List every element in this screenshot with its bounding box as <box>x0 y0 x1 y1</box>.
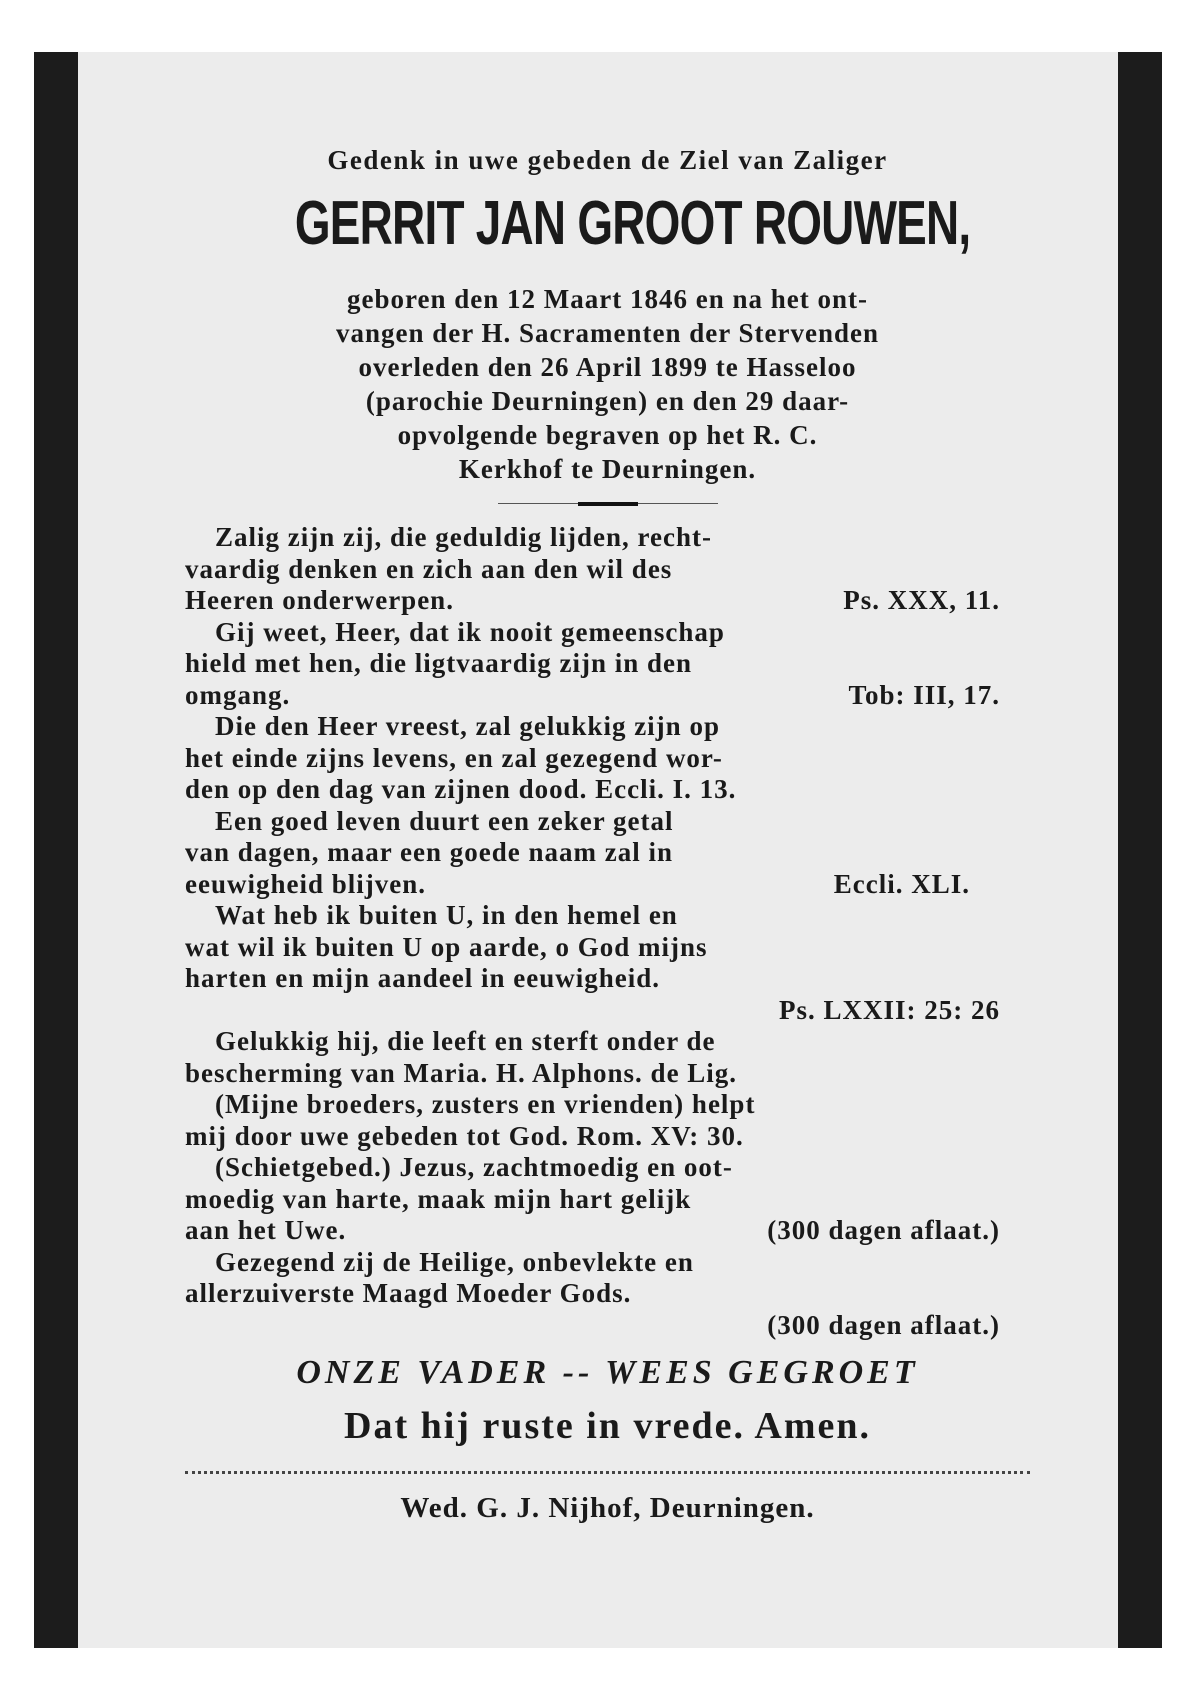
verse-line: mij door uwe gebeden tot God. <box>185 1120 569 1151</box>
mourning-border-right <box>1118 52 1162 1648</box>
verse-last-line <box>185 680 1030 712</box>
verse-line: Wat heb ik buiten U, in den hemel en <box>215 900 678 930</box>
verse-line: hield met hen, die ligtvaardig zijn in den <box>185 648 693 678</box>
verse-last-line <box>185 869 1030 901</box>
verse-last-line <box>185 1058 1030 1090</box>
verse-reference: Rom. XV: 30. <box>576 1120 744 1151</box>
closing-line: Dat hij ruste in vrede. Amen. <box>344 1405 871 1447</box>
verse-line: aan het Uwe. <box>185 1215 347 1245</box>
verse-line: Die den Heer vreest, zal gelukkig zijn op <box>215 711 720 741</box>
verse-line: allerzuiverste Maagd Moeder Gods. <box>185 1278 632 1308</box>
verse-line: Een goed leven duurt een zeker getal <box>215 805 674 836</box>
bio-line: (parochie Deurningen) en den 29 daar- <box>365 386 850 416</box>
divider-bar <box>578 502 638 506</box>
verses <box>185 522 1030 1341</box>
verse-reference: Eccli. XLI. <box>833 868 970 899</box>
verse-last-line <box>185 585 1030 617</box>
ornamental-divider <box>498 502 718 506</box>
intro-line: Gedenk in uwe gebeden de Ziel van Zaliger <box>327 145 888 175</box>
verse-reference: H. Alphons. de Lig. <box>495 1057 738 1088</box>
verse-line: moedig van harte, maak mijn hart gelijk <box>185 1183 692 1214</box>
card-content <box>185 140 1030 1528</box>
verse-reference: Eccli. I. 13. <box>595 774 737 804</box>
verse-line: bescherming van Maria. <box>185 1057 489 1088</box>
verse-line: wat wil ik buiten U op aarde, o God mijns <box>185 931 708 962</box>
verse-line: Zalig zijn zij, die geduldig lijden, recht- <box>215 522 712 552</box>
biography <box>185 282 1030 486</box>
verse-reference: Tob: III, 17. <box>848 679 1000 710</box>
verse-line: Gij weet, Heer, dat ik nooit gemeenschap <box>215 616 725 647</box>
bio-line: opvolgende begraven op het R. C. <box>397 420 818 450</box>
verse-line: het einde zijns levens, en zal gezegend wor- <box>185 742 723 773</box>
verse-line: omgang. <box>185 679 291 710</box>
bio-line: Kerkhof te Deurningen. <box>458 454 757 484</box>
mourning-border-left <box>34 52 78 1648</box>
verse-line: (Mijne broeders, zusters en vrienden) helpt <box>215 1089 756 1119</box>
verse-reference: Ps. XXX, 11. <box>843 585 1000 615</box>
bio-line: vangen der H. Sacramenten der Stervenden <box>336 318 879 348</box>
bio-line: geboren den 12 Maart 1846 en na het ont- <box>347 284 868 314</box>
verse-last-line <box>185 774 1030 806</box>
deceased-name: GERRIT JAN GROOT ROUWEN, <box>294 189 971 258</box>
bio-line: overleden den 26 April 1899 te Hasseloo <box>358 352 857 382</box>
printer-credit: Wed. G. J. Nijhof, Deurningen. <box>400 1492 815 1524</box>
verse-line: Heeren onderwerpen. <box>185 585 454 615</box>
verse-line: eeuwigheid blijven. <box>185 868 427 899</box>
verse-line: Gelukkig hij, die leeft en sterft onder de <box>215 1026 716 1056</box>
dotted-separator <box>185 1471 1030 1474</box>
prayer-line: ONZE VADER -- WEES GEGROET <box>296 1354 919 1391</box>
verse-reference: (300 dagen aflaat.) <box>767 1309 1000 1340</box>
verse-line: vaardig denken en zich aan den wil des <box>185 553 673 584</box>
verse-reference: Ps. LXXII: 25: 26 <box>778 994 1000 1025</box>
verse-last-line <box>185 1121 1030 1153</box>
verse-line: Gezegend zij de Heilige, onbevlekte en <box>215 1246 694 1277</box>
verse-last-line <box>185 1215 1030 1247</box>
verse-line: van dagen, maar een goede naam zal in <box>185 837 673 867</box>
verse-line: den op den dag van zijnen dood. <box>185 774 588 804</box>
verse-reference: (300 dagen aflaat.) <box>767 1215 1000 1245</box>
verse-line: (Schietgebed.) Jezus, zachtmoedig en oot- <box>215 1152 733 1182</box>
verse-line: harten en mijn aandeel in eeuwigheid. <box>185 963 661 993</box>
